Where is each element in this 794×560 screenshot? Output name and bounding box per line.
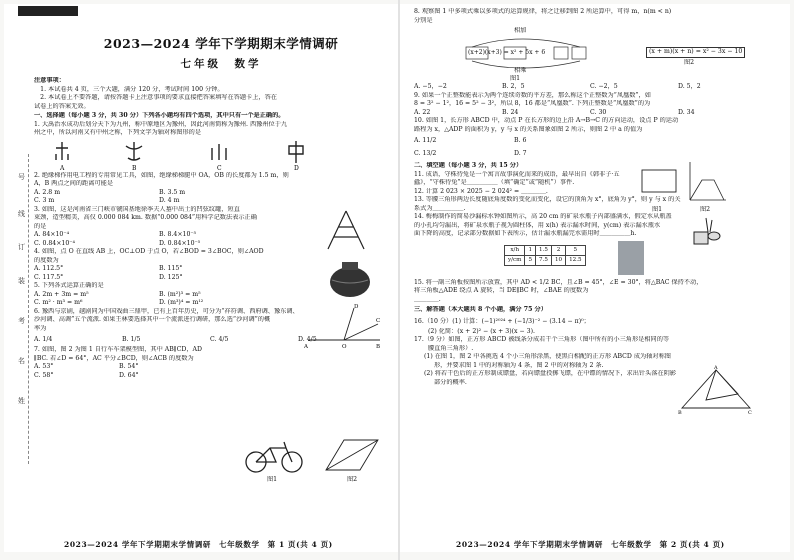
choice-c: C. 117.5° [34, 273, 64, 281]
notes-line: 试卷上的答案无效。 [34, 102, 90, 110]
q4-text: 的度数为 [34, 256, 59, 264]
q9-choices [414, 109, 764, 118]
side-label: 号 [18, 173, 25, 181]
header-mark [18, 6, 78, 16]
choice-a: A. 112.5° [34, 265, 64, 272]
rabbit-stump-figure [686, 214, 726, 248]
parallelogram-figure [322, 436, 382, 476]
choice-a: A. 53° [34, 363, 54, 370]
choice-a: A. 2.8 m [34, 188, 61, 196]
q10-choices [414, 147, 614, 160]
q7-choices [34, 372, 204, 381]
q10-choices [414, 134, 614, 147]
choice-c: C. 4/5 [210, 336, 229, 343]
side-label: 订 [18, 243, 25, 251]
q12-text: 12. 计算 2 023 × 2025 − 2 024² = ＿＿＿＿. [414, 187, 548, 195]
choice-a: A. 11/2 [414, 137, 437, 144]
choice-c: C. 13/2 [414, 150, 437, 157]
choice-b: B. 1/5 [122, 336, 141, 343]
q3-choices [34, 231, 284, 240]
q3-choices [34, 240, 284, 249]
choice-c: C. −2，5 [590, 83, 618, 90]
q14-text: 面下降的高度，记录部分数据如下表所示，估计漏水瓶漏完水需用时＿＿＿＿＿h. [414, 230, 637, 237]
table-cell: 1.5 [536, 245, 552, 255]
q3-text: 3. 如图，这是河南省三门峡市虢国基地徐季夫人墓中出土的凹弦纹罐，短直 [34, 205, 240, 213]
section-1-heading: 一、选择题（每小题 3 分，共 30 分）下列各小题均有四个选项，其中只有一个是正确的。 [34, 112, 285, 119]
choice-d: D. 7 [514, 150, 527, 157]
q1-text: 州之中，所以河南又有中州之称，下列文字为轴对称图形的是 [34, 129, 202, 136]
choice-c: C. m² · m³ = m⁶ [34, 299, 83, 306]
bicycle-figure [244, 434, 304, 474]
choice-a: A. 22 [414, 108, 431, 116]
q5-text: 5. 下列各式运算正确的是 [34, 282, 104, 289]
q7-choices [34, 363, 204, 372]
choice-b: B. 54° [119, 363, 139, 370]
q3-text: 束颈，造型精美，高仅 0.000 084 km. 数据“0.000 084”用科学记数法表示正确 [34, 214, 257, 221]
section-2-heading: 二、填空题（每小题 3 分，共 15 分） [414, 162, 523, 169]
q4-choices [34, 274, 284, 283]
q11-text: 蠹》，“守株待兔”是＿＿＿＿＿（填“确定”或“随机”）事件. [414, 179, 575, 186]
fig1-bottom-label: 相乘 [514, 67, 527, 74]
table-cell: y/cm [505, 255, 525, 265]
table-cell: 5 [525, 255, 536, 265]
q11-text: 11. 成语，守株待兔是一个寓言故事演化而来的成语，最早出自《韩非子·五 [414, 170, 620, 178]
point-c: C [748, 410, 752, 414]
fig2-expression: (x + m)(x + n) = x² − 3x − 10 [646, 47, 745, 58]
point-o: O [342, 344, 347, 350]
q13-text: 系式为＿＿＿＿＿. [414, 204, 466, 212]
q4-choices [34, 265, 284, 274]
table-cell: 2 [551, 245, 565, 255]
q2-choices [34, 189, 284, 198]
q17-text: 腰直角三角形）. [428, 344, 474, 352]
ladder-figure [322, 209, 372, 251]
q1-label-d: D [294, 164, 299, 172]
choice-b: B. (m²)³ = m⁵ [159, 290, 201, 298]
q1-label-c: C [217, 164, 222, 172]
q14-figure-area [414, 239, 784, 279]
q10-text: 路程为 x，△ADP 的面积为 y，y 与 x 的关系图象如图 2 所示，则图 2 中 a 的值为 [414, 125, 643, 133]
choice-b: B. 115° [159, 265, 183, 272]
q2-choices [34, 197, 284, 206]
side-label: 线 [18, 210, 25, 218]
q17-text: 形，并要求图 1 中的对称轴为 4 条，图 2 中的对称轴为 2 条. [434, 361, 604, 369]
section-3-heading: 三、解答题（本大题共 8 个小题，满分 75 分） [414, 306, 547, 313]
q17-text: (2) 将若干色后的正方形制成镖盘，若向镖盘投掷飞镖，在中镖的情况下，求出针头落在阴影 [424, 370, 677, 377]
q17-text: (1) 在图 1，图 2 中各挑选 4 个小三角形涂黑，使黑白相配的正方形 ABCD 成为轴对称图 [424, 353, 671, 360]
q4-text: 4. 如图，点 O 在直线 AB 上，OC⊥OD 于点 O，若∠BOD = 3∠BOC，则∠AOD [34, 248, 264, 255]
q6-text: 6. 豫西与京剧，越剧同为中国戏曲三鼎甲，已有上百年历史，可分为“祥符调、西府调、豫东调、 [34, 307, 299, 315]
choice-a: A. 84×10⁻⁴ [34, 231, 70, 238]
side-label: 装 [18, 277, 25, 285]
q5-choices [34, 299, 284, 308]
choice-d: D. (m³)⁴ = m¹² [159, 299, 204, 306]
q15-text: ＿＿＿＿. [414, 295, 441, 303]
table-row [505, 255, 586, 265]
table-cell: 5 [566, 245, 585, 255]
choice-b: B. 3.5 m [159, 188, 186, 196]
notes-line: 1. 本试卷共 4 页，三个大题，满分 120 分，考试时间 100 分钟。 [34, 85, 224, 93]
choice-d: D. 64° [119, 371, 139, 379]
fig-caption: 图2 [700, 206, 711, 213]
q14-table [504, 245, 586, 266]
fig-caption: 图2 [347, 476, 358, 483]
q17-text: 部分的概率. [434, 378, 467, 386]
binding-line [14, 154, 29, 464]
q14-text: 14. 梅梅制作的简易沙漏标水钟如图所示，高 20 cm 的矿泉水瓶子内部盛满水，假定水从瓶盖 [414, 213, 672, 220]
q17-text: 17.（9 分）如图，正方形 ABCD 被线条分成若干个三角形（图中所有的小三角形是相同的等 [414, 336, 670, 343]
q8-figures [414, 25, 784, 82]
choice-d: D. 0.84×10⁻⁵ [159, 239, 201, 247]
table-cell: x/h [505, 245, 525, 255]
point-d: D [354, 304, 359, 310]
choice-a: A. 1/4 [34, 336, 53, 343]
q6-text: 率为 [34, 324, 47, 332]
choice-d: D. 4 m [159, 197, 180, 204]
table-cell: 1 [525, 245, 536, 255]
q14-text: 的小孔均匀漏出，将矿泉水瓶子视为圆柱体，用 x(h) 表示漏水时间，y(cm) 表示漏水瓶水 [414, 221, 661, 229]
q13-text: 13. 等腰三角形两边长度随底角度数的变化而变化，设它的顶角为 x°，底角为 y°，则 y 与 x 的关 [414, 196, 681, 203]
q1-figures [34, 138, 392, 172]
q15-text: 15. 将一副三角板按图所示放置，其中 AD < 1/2 BC，且∠B = 45°，∠E = 30°，将△BAC 保持不动， [414, 278, 703, 286]
choice-c: C. 0.84×10⁻⁴ [34, 239, 76, 247]
q9-text: 8 = 3² − 1²，16 = 5² − 3²，所以 8，16 都是“凤凰数”. 下列正整数是“凤凰数”的为 [414, 100, 651, 107]
choice-c: C. 3 m [34, 197, 55, 204]
q2-text: A，B 两点之间的距离可能是 [34, 180, 114, 187]
choice-d: D. 5，2 [678, 83, 701, 90]
fig-caption: 图2 [684, 59, 695, 66]
rectangle-abcd-figure [638, 156, 728, 210]
choice-b: B. 2，5 [502, 83, 525, 90]
point-c: C [376, 318, 381, 324]
table-row [505, 245, 586, 255]
exam-title: 2023—2024 学年下学期期末学情调研 [103, 36, 339, 51]
q10-text: 10. 如图 1，长方形 ABCD 中，动点 P 在长方形的边上沿 A→B→C 的方向运动，设点 P 的运动 [414, 117, 679, 124]
choice-b: B. 8.4×10⁻⁵ [159, 231, 197, 238]
triangle-board-figure [676, 364, 756, 414]
side-label: 考 [18, 317, 25, 325]
q1-label-b: B [132, 164, 137, 172]
side-label: 名 [18, 357, 25, 365]
q1-label-a: A [60, 164, 65, 172]
choice-c: C. 30 [590, 108, 607, 116]
fig-caption: 图1 [652, 206, 663, 213]
fig-caption: 图1 [510, 75, 521, 82]
jar-figure [326, 256, 374, 300]
choice-b: B. 24 [502, 108, 519, 116]
choice-d: D. 4/5 [298, 336, 317, 343]
angle-figure [304, 302, 384, 350]
choice-a: A. −5，−2 [414, 83, 447, 90]
q9-text: 9. 如果一个正整数能表示为两个连续奇数的平方差，那么称这个正整数为“凤凰数”，如 [414, 91, 651, 99]
page-1 [4, 4, 398, 552]
page-2-footer: 2023—2024 学年下学期期末学情调研 七年级数学 第 2 页(共 4 页) [456, 540, 725, 549]
notes-heading: 注意事项： [34, 77, 65, 84]
q6-text: 沙河调、高调”五个流派. 如果王林要选择其中一个流派进行调研，那么选“沙河调”的概 [34, 316, 271, 323]
q7-text: 7. 如图，图 2 为图 1 自行车车架模型图，其中 AB∥CD，AD [34, 346, 202, 353]
page-2-body [414, 8, 784, 387]
fig1-expression: (x+2)(x+3) = x² + 5x + 6 [468, 49, 546, 56]
choice-c: C. 58° [34, 371, 54, 379]
choice-a: A. 2m + 3m = m⁵ [34, 290, 89, 298]
choice-d: D. 125° [159, 273, 183, 281]
q15-text: 将三角板△ADE 绕点 A 旋转，当 DE∥BC 时，∠BAE 的度数为 [414, 287, 589, 294]
q8-text: 8. 观察图 1 中多项式乘以多项式的运算规律，将之迁移到图 2 所运算中，可得 m，n(m < n) [414, 8, 672, 15]
q2-text: 2. 绝缘梯作用电工程的专用常见工具，如图，绝缘梯梯腿中 OA，OB 的长度都为 1.5 m，则 [34, 171, 289, 179]
notes-line: 2. 本试卷上不要答题，请按答题卡上注意事项的要求直接把答案填写在答题卡上，答在 [34, 94, 277, 101]
q3-text: 的是 [34, 222, 47, 230]
q1-text: 1. 大禹治水成功后划分天下为九州，称中原地区为豫州，因此河南简称为豫州. 西豫州位于九 [34, 120, 288, 128]
page-2 [400, 4, 790, 552]
side-label: 姓 [18, 397, 25, 405]
q16-text: (2) 化简：(x + 2)² − (x + 3)(x − 3). [428, 327, 535, 335]
q1-glyph-figures [34, 138, 364, 172]
table-cell: 7.5 [536, 255, 552, 265]
q16-text: 16.（10 分）(1) 计算：(−1)²⁰²⁴ + (−1/3)⁻² − (3.14 − π)⁰； [414, 317, 590, 325]
q8-text: 分别是 [414, 16, 433, 24]
point-b: B [678, 410, 682, 414]
q5-choices [34, 291, 284, 300]
exam-subtitle: 七年级 数学 [180, 58, 262, 70]
point-b: B [376, 344, 381, 350]
bottle-photo [618, 241, 644, 275]
page-1-footer: 2023—2024 学年下学期期末学情调研 七年级数学 第 1 页(共 4 页) [64, 540, 333, 549]
q7-text: ∥BC. 若∠D = 64°，AC 平分∠BCD，则∠ACB 的度数为 [34, 354, 194, 362]
table-cell: 12.5 [566, 255, 585, 265]
q8-choices [414, 83, 764, 92]
fig-caption: 图1 [267, 476, 278, 483]
choice-d: D. 34 [678, 108, 695, 116]
choice-b: B. 6 [514, 137, 527, 144]
point-a: A [304, 344, 308, 350]
fig1-top-label: 相加 [514, 27, 527, 34]
point-a: A [714, 365, 718, 371]
table-cell: 10 [551, 255, 565, 265]
